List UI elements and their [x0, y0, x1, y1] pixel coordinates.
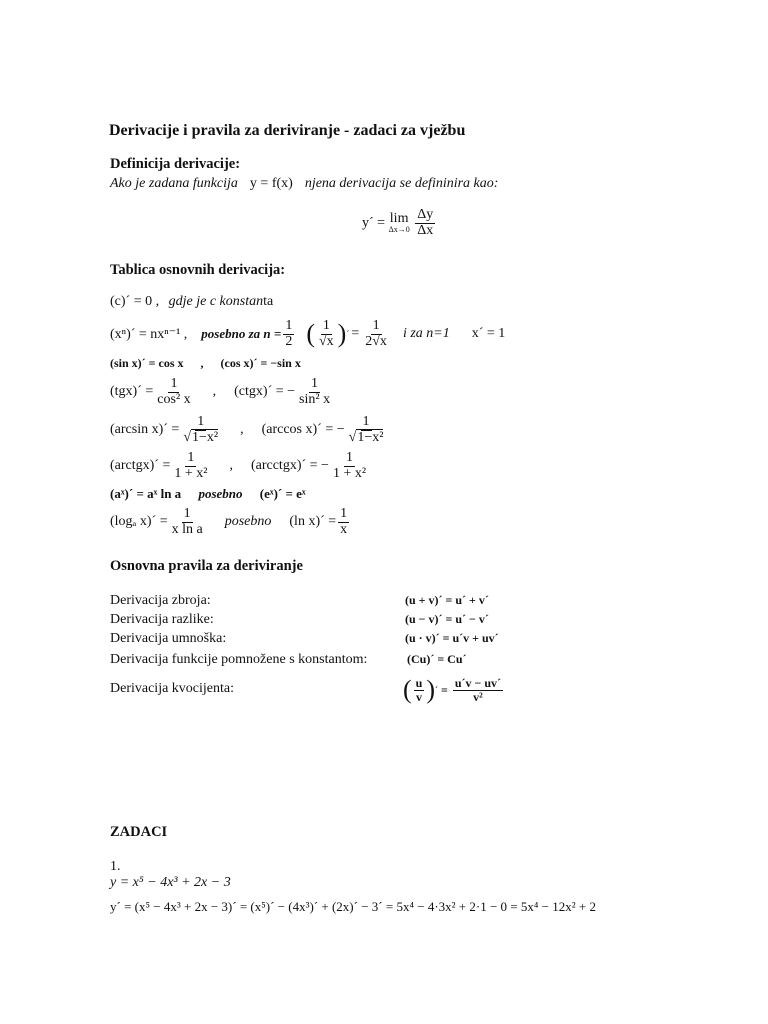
- formula-lhs: y´ =: [362, 215, 386, 231]
- row-arctg: [110, 448, 370, 484]
- tg-denominator: cos² x: [157, 391, 191, 407]
- arctg-lhs: (arctgx)´ =: [110, 458, 171, 473]
- sqrt-lhs-numerator: 1: [322, 317, 330, 333]
- row-trig: [110, 356, 301, 371]
- ln-denominator: x: [340, 521, 348, 537]
- arcsin-lhs: (arcsin x)´ =: [110, 422, 180, 437]
- sin-derivative: (sin x)´ = cos x: [110, 356, 184, 370]
- intro-before: Ako je zadana funkcija: [110, 176, 238, 191]
- const-note: gdje je c konstan: [168, 294, 264, 309]
- formula-lim-subscript: Δx→0: [388, 225, 410, 235]
- rule-difference-label: Derivacija razlike:: [110, 612, 214, 627]
- log-denominator: x ln a: [171, 521, 203, 537]
- trig-separator: ,: [200, 356, 204, 370]
- row-power: (xⁿ)´ = nxⁿ⁻¹ , posebno za n = $\frac{1}{2}$ ( $\frac{1}{√x}$ ) ´ = $\frac{1}{2√x}$ i za n=1 x´ = 1: [110, 317, 506, 349]
- sqrt-rhs-denominator: 2√x: [365, 333, 387, 349]
- table-heading: Tablica osnovnih derivacija:: [110, 262, 286, 278]
- x-prime: x´ = 1: [471, 326, 506, 341]
- formula-denominator: Δx: [417, 222, 434, 238]
- definition-intro: [110, 174, 498, 192]
- ctg-numerator: 1: [311, 375, 319, 391]
- intro-after: njena derivacija se defininira kao:: [304, 176, 499, 191]
- const-note-rest: ta: [263, 294, 274, 309]
- log-numerator: 1: [183, 505, 191, 521]
- rule-constant-formula: (Cu)´ = Cu´: [407, 652, 467, 666]
- row-constant: [110, 294, 273, 310]
- formula-lim: lim: [389, 211, 409, 227]
- formula-numerator: Δy: [417, 207, 434, 222]
- n1-text: i za n=1: [402, 326, 450, 341]
- power-expr: (xⁿ)´ = nxⁿ⁻¹ ,: [110, 326, 188, 342]
- derivative-definition-formula: [362, 208, 437, 238]
- arcsin-numerator: 1: [197, 413, 205, 429]
- arcsin-separator: ,: [240, 422, 244, 437]
- rules-heading: Osnovna pravila za deriviranje: [110, 558, 303, 574]
- quotient-lhs-numerator: u: [415, 675, 423, 690]
- sqrt-lhs-denominator: √x: [318, 333, 334, 349]
- quotient-rhs-numerator: u´v − uv´: [454, 675, 502, 690]
- rule-sum-label: Derivacija zbroja:: [110, 593, 211, 608]
- arcctg-numerator: 1: [346, 449, 353, 465]
- ln-lhs: (ln x)´ =: [289, 514, 337, 529]
- row-arcsin: (arcsin x)´ = $\frac{1}{\text{√1−x²}}$ , (arccos x)´ = − $\frac{1}{\text{√1−x²}}$: [110, 413, 384, 445]
- log-special: posebno: [224, 514, 272, 529]
- rule-product-label: Derivacija umnoška:: [110, 631, 227, 646]
- ex-derivative: (eˣ)´ = eˣ: [259, 486, 306, 501]
- row-exp: [110, 486, 306, 502]
- row-tg: [110, 374, 334, 410]
- power-special: posebno za n =: [201, 326, 282, 341]
- exp-derivative: (aˣ)´ = aˣ ln a: [110, 486, 182, 501]
- sqrt-rhs-numerator: 1: [372, 317, 380, 333]
- arcctg-denominator: 1 + x²: [332, 465, 367, 481]
- arctg-separator: ,: [229, 458, 233, 473]
- half-denominator: 2: [285, 333, 293, 349]
- tg-numerator: 1: [170, 375, 178, 391]
- quotient-lhs-denominator: v: [416, 689, 423, 704]
- arctg-numerator: 1: [187, 449, 195, 465]
- rule-constant-label: Derivacija funkcije pomnožene s konstantom:: [110, 652, 368, 667]
- rule-quotient-label: Derivacija kvocijenta:: [110, 681, 234, 696]
- exp-special: posebno: [198, 486, 243, 501]
- task1-number: 1.: [110, 859, 121, 874]
- arccos-numerator: 1: [362, 413, 370, 429]
- arcctg-lhs: (arcctgx)´ = −: [250, 458, 329, 473]
- rule-sum-formula: (u + v)´ = u´ + v´: [405, 593, 489, 607]
- rule-difference-formula: (u − v)´ = u´ − v´: [405, 612, 489, 626]
- task1-function: y = x⁵ − 4x³ + 2x − 3: [110, 875, 231, 890]
- half-numerator: 1: [285, 317, 293, 333]
- task1-solution: y´ = (x⁵ − 4x³ + 2x − 3)´ = (x⁵)´ − (4x³)´ + (2x)´ − 3´ = 5x⁴ − 4·3x² + 2·1 − 0 = 5x⁴ − 12x² + 2: [110, 899, 596, 914]
- ln-numerator: 1: [340, 505, 348, 521]
- log-lhs: (logₐ x)´ =: [110, 514, 168, 529]
- arccos-lhs: (arccos x)´ = −: [261, 422, 345, 437]
- tasks-heading: ZADACI: [110, 824, 168, 840]
- rule-quotient-formula: ( $\frac{u}{v}$ ) ´ = $\frac{u´v - uv´}{\text{v²}}$: [403, 675, 502, 704]
- page-title: Derivacije i pravila za deriviranje - zadaci za vježbu: [109, 122, 466, 139]
- tg-lhs: (tgx)´ =: [110, 384, 154, 399]
- ctg-lhs: (ctgx)´ = −: [234, 384, 296, 399]
- definition-heading: Definicija derivacije:: [110, 156, 241, 172]
- ctg-denominator: sin² x: [299, 391, 331, 407]
- arctg-denominator: 1 + x²: [174, 465, 208, 481]
- const-expr: (c)´ = 0 ,: [110, 294, 160, 309]
- cos-derivative: (cos x)´ = −sin x: [220, 356, 301, 370]
- arcsin-denominator: 1−x²: [192, 429, 219, 445]
- function-expression: y = f(x): [249, 176, 293, 191]
- row-log: [110, 504, 351, 540]
- arccos-denominator: 1−x²: [357, 429, 384, 445]
- quotient-rhs-denominator: v²: [473, 689, 483, 704]
- rule-product-formula: (u · v)´ = u´v + uv´: [405, 631, 499, 645]
- tg-separator: ,: [212, 384, 217, 399]
